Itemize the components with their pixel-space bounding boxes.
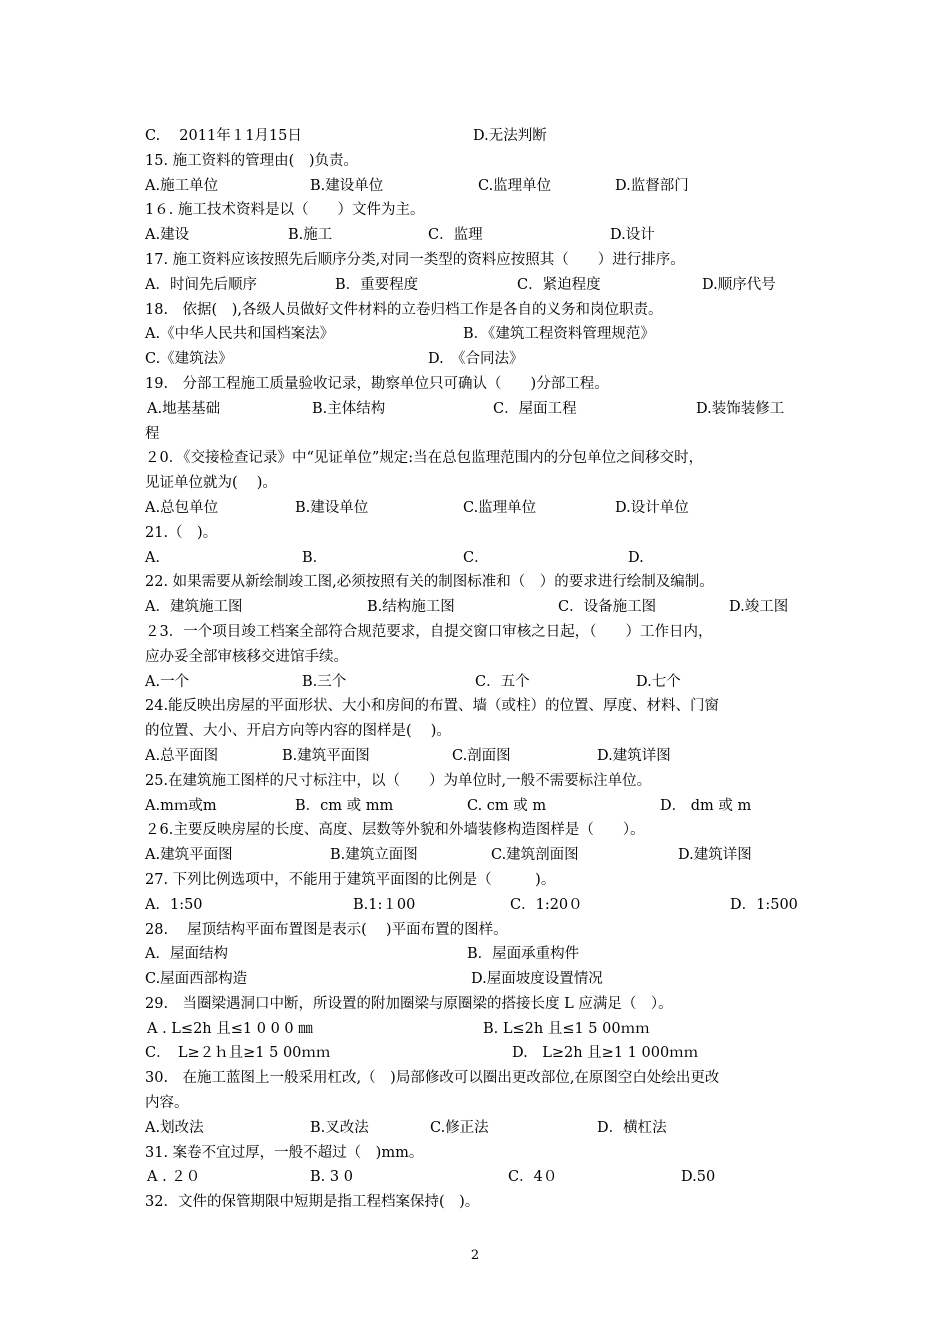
answer-option: A.mｍ或m — [145, 797, 217, 814]
question-line: 21.（ )。 — [145, 524, 218, 541]
answer-option: C． L≥２ｈ且≥1 5 00ｍｍ — [145, 1045, 331, 1062]
answer-option: D.设计 — [610, 227, 655, 244]
answer-option: D.七个 — [636, 673, 681, 690]
options-line — [145, 397, 815, 422]
answer-option: D． dm 或 m — [660, 797, 752, 814]
answer-option: D. — [628, 549, 644, 566]
question-line: 32．文件的保管期限中短期是指工程档案保持( )。 — [145, 1194, 480, 1211]
options-line — [145, 794, 815, 819]
answer-option: D.装饰装修工 — [696, 400, 785, 417]
answer-option: C.监理单位 — [478, 177, 552, 194]
question-line: ２0．《交接检查记录》中“见证单位”规定:当在总包监理范围内的分包单位之间移交时， — [145, 450, 704, 467]
answer-option: A． — [145, 549, 170, 566]
answer-option: B．《建筑工程资料管理规范》 — [463, 326, 655, 343]
answer-option: C.修正法 — [430, 1119, 489, 1136]
question-line: 的位置、大小、开启方向等内容的图样是( )。 — [145, 723, 451, 740]
answer-option: B.1:１00 — [353, 896, 416, 913]
options-line — [145, 273, 815, 298]
answer-option: B.建筑立面图 — [330, 847, 418, 864]
question-line: 应办妥全部审核移交进馆手续。 — [145, 648, 348, 665]
answer-option: C. 2011年１1月15日 — [145, 128, 302, 144]
answer-option: C．1:20０ — [510, 896, 583, 913]
answer-option: D．1:500 — [730, 896, 798, 913]
answer-option: D.屋面坡度设置情况 — [471, 971, 603, 988]
answer-option: A．屋面结构 — [145, 946, 228, 963]
answer-option: C.监理单位 — [463, 499, 537, 516]
options-line — [145, 843, 815, 868]
answer-option: A.总包单位 — [145, 499, 219, 516]
answer-option: A.建设 — [145, 227, 190, 244]
answer-option: B． — [302, 549, 328, 566]
answer-option: D.设计单位 — [615, 499, 689, 516]
answer-option: D. 《合同法》 — [428, 351, 524, 368]
answer-option: C.《建筑法》 — [145, 351, 233, 368]
answer-option: A . ２０ — [147, 1169, 201, 1186]
answer-option: B.建筑平面图 — [282, 747, 370, 764]
answer-option: A.地基基础 — [147, 400, 221, 417]
question-line: 17. 施工资料应该按照先后顺序分类,对同一类型的资料应按照其（ ）进行排序。 — [145, 251, 685, 268]
answer-option: A．1:50 — [145, 896, 203, 913]
question-line: 18. 依据( ),各级人员做好文件材料的立卷归档工作是各自的义务和岗位职责。 — [145, 301, 663, 318]
question-list — [145, 124, 815, 1215]
answer-option: A．建筑施工图 — [145, 599, 243, 616]
question-line: 见证单位就为( )。 — [145, 475, 277, 492]
answer-option: D.竣工图 — [729, 599, 789, 616]
question-line: 30. 在施工蓝图上一般采用杠改,（ )局部修改可以圈出更改部位,在原图空白处绘出更改 — [145, 1070, 720, 1087]
answer-option: D. L≥2h 且≥1 1 000ｍｍ — [512, 1045, 699, 1062]
answer-option: B．重要程度 — [335, 276, 419, 293]
answer-option: B. L≤2h 且≤1 5 00ｍｍ — [483, 1020, 650, 1037]
options-line — [145, 496, 815, 521]
options-line — [145, 1017, 815, 1042]
answer-option: B．cm 或 mm — [295, 797, 394, 814]
answer-option: B.建设单位 — [310, 177, 384, 194]
answer-option: A.总平面图 — [145, 747, 219, 764]
options-line — [145, 670, 815, 695]
question-line: 28. 屋顶结构平面布置图是表示( )平面布置的图样。 — [145, 921, 508, 938]
options-line — [145, 1165, 815, 1190]
question-line: 程 — [145, 425, 160, 442]
answer-option: A．时间先后顺序 — [145, 276, 257, 293]
question-line: 29. 当圈梁遇洞口中断，所设置的附加圈梁与原圈梁的搭接长度 L 应满足（ ）。 — [145, 995, 673, 1012]
answer-option: B.主体结构 — [312, 400, 386, 417]
answer-option: D.建筑详图 — [597, 747, 671, 764]
answer-option: C．屋面工程 — [493, 400, 577, 417]
answer-option: C．紧迫程度 — [517, 276, 601, 293]
question-line: 内容。 — [145, 1095, 189, 1112]
answer-option: C.剖面图 — [452, 747, 511, 764]
question-line: 22. 如果需要从新绘制竣工图,必须按照有关的制图标准和（ ）的要求进行绘制及编制。 — [145, 574, 714, 591]
options-line — [145, 546, 815, 571]
options-line — [145, 942, 815, 967]
options-line — [145, 893, 815, 918]
options-line — [145, 174, 815, 199]
options-line — [145, 322, 815, 347]
answer-option: D.建筑详图 — [678, 847, 752, 864]
question-line: 24.能反映出房屋的平面形状、大小和房间的布置、墙（或柱）的位置、厚度、材料、门窗 — [145, 698, 720, 715]
question-line: ２6.主要反映房屋的长度、高度、层数等外貌和外墙装修构造图样是（ ）。 — [145, 822, 645, 839]
answer-option: C．监理 — [428, 227, 483, 244]
answer-option: D．横杠法 — [597, 1119, 667, 1136]
answer-option: B.结构施工图 — [367, 599, 455, 616]
answer-option: C.屋面西部构造 — [145, 971, 248, 988]
question-line: 19. 分部工程施工质量验收记录，勘察单位只可确认（ )分部工程。 — [145, 375, 609, 392]
options-line — [145, 744, 815, 769]
options-line — [145, 124, 815, 149]
question-line: 15. 施工资料的管理由( )负责。 — [145, 152, 358, 169]
answer-option: D.监督部门 — [615, 177, 689, 194]
answer-option: C．设备施工图 — [558, 599, 657, 616]
options-line — [145, 967, 815, 992]
answer-option: A.《中华人民共和国档案法》 — [145, 326, 335, 343]
options-line — [145, 595, 815, 620]
question-line: 25.在建筑施工图样的尺寸标注中，以（ ）为单位时,一般不需要标注单位。 — [145, 772, 652, 789]
page-number: 2 — [470, 1248, 480, 1263]
question-line: 1６. 施工技术资料是以（ ）文件为主。 — [145, 202, 425, 219]
answer-option: B.建设单位 — [295, 499, 369, 516]
answer-option: B．屋面承重构件 — [467, 946, 580, 963]
answer-option: A.一个 — [145, 673, 190, 690]
question-line: ２3．一个项目竣工档案全部符合规范要求，自提交窗口审核之日起，（ ）工作日内， — [145, 623, 713, 640]
options-line — [145, 1041, 815, 1066]
answer-option: D.顺序代号 — [702, 276, 776, 293]
answer-option: C. cm 或 m — [467, 797, 547, 814]
answer-option: A . L≤2h 且≤1 0 0 0 ㎜ — [147, 1020, 313, 1037]
options-line — [145, 223, 815, 248]
answer-option: B.三个 — [302, 673, 347, 690]
answer-option: A.划改法 — [145, 1119, 204, 1136]
answer-option: C.建筑剖面图 — [491, 847, 579, 864]
question-line: 27. 下列比例选项中，不能用于建筑平面图的比例是（ )。 — [145, 871, 556, 888]
answer-option: D.50 — [681, 1169, 716, 1186]
answer-option: D.无法判断 — [473, 128, 547, 144]
answer-option: B.施工 — [288, 227, 333, 244]
answer-option: B.叉改法 — [310, 1119, 369, 1136]
answer-option: B. 3 0 — [310, 1169, 353, 1186]
answer-option: A.建筑平面图 — [145, 847, 233, 864]
answer-option: C．4０ — [508, 1169, 558, 1186]
options-line — [145, 1116, 815, 1141]
question-line: 31. 案卷不宜过厚，一般不超过（ )mm。 — [145, 1144, 424, 1161]
options-line — [145, 347, 815, 372]
answer-option: A.施工单位 — [145, 177, 219, 194]
answer-option: C． — [463, 549, 489, 566]
answer-option: C．五个 — [475, 673, 530, 690]
